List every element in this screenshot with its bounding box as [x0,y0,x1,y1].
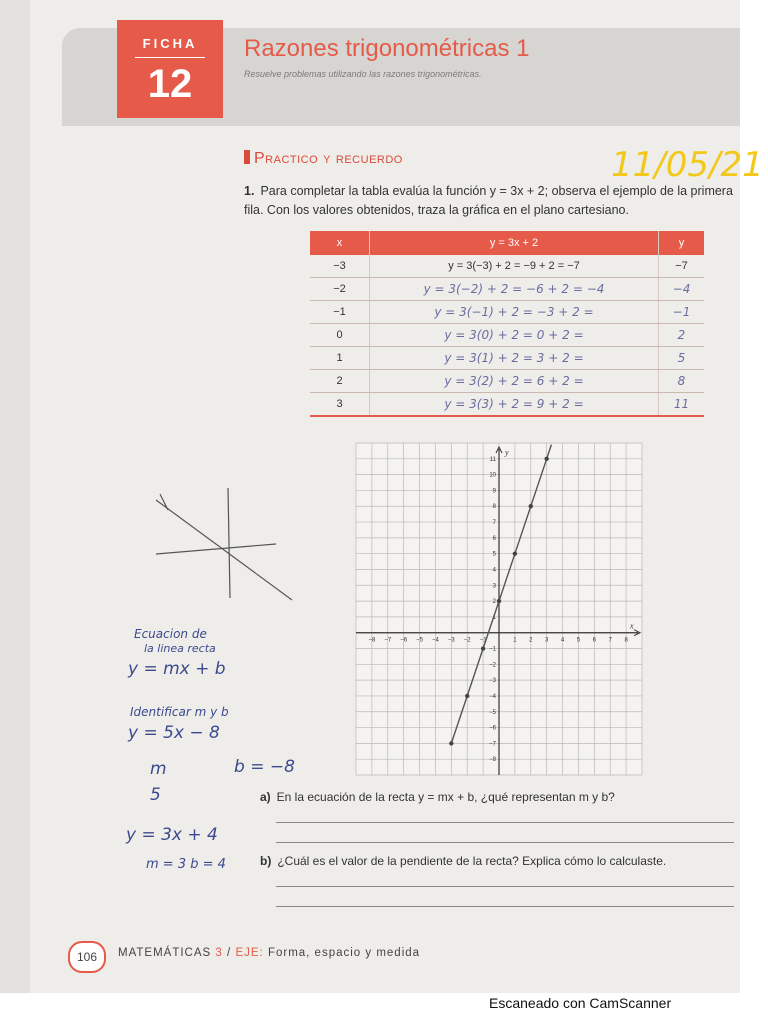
x-tick-label: −1 [479,637,487,644]
data-point [497,599,501,603]
page-subtitle: Resuelve problemas utilizando las razones trigonométricas. [244,69,482,79]
x-tick-label: −7 [384,637,392,644]
footer-subject: MATEMÁTICAS [118,947,212,959]
handwritten-sketch [120,482,300,822]
ficha-divider [135,57,205,58]
cell-y[interactable]: 8 [659,370,705,393]
cell-y[interactable]: 11 [659,393,705,417]
section-heading [244,150,403,168]
data-point [513,551,517,555]
question-b-text: ¿Cuál es el valor de la pendiente de la recta? Explica cómo lo calculaste. [277,854,667,868]
answer-line-a1[interactable] [276,822,734,823]
data-point [465,694,469,698]
cell-y[interactable]: −1 [659,301,705,324]
x-tick-label: 5 [576,637,581,644]
cell-calc[interactable]: y = 3(0) + 2 = 0 + 2 = [370,324,659,347]
sketch-line [160,494,168,510]
y-tick-label: 8 [492,504,496,511]
note-line-3: y = mx + b [128,659,226,679]
cell-x: −2 [310,278,370,301]
question-text: Para completar la tabla evalúa la función y = 3x + 2; observa el ejemplo de la primera fila. Con los valores obtenidos, traza la gráfica en el plano cartesiano. [244,184,733,217]
answer-line-b2[interactable] [276,906,734,907]
cell-calc[interactable]: y = 3(−2) + 2 = −6 + 2 = −4 [370,278,659,301]
x-tick-label: −5 [416,637,423,644]
cartesian-plane[interactable] [356,443,642,775]
data-point [449,741,453,745]
x-tick-label: −3 [447,637,455,644]
y-tick-label: −2 [489,662,496,669]
y-tick-label: 4 [492,567,496,574]
y-tick-label: −6 [489,725,496,732]
y-tick-label: 2 [492,599,496,606]
cell-x: 1 [310,347,370,370]
cell-calc: y = 3(−3) + 2 = −9 + 2 = −7 [370,255,659,278]
handwritten-equation [122,816,262,880]
question-b [260,854,666,868]
section-marker-icon [244,150,250,164]
cell-x: 0 [310,324,370,347]
header-y: y [659,231,705,255]
cell-y[interactable]: −4 [659,278,705,301]
table-row [310,347,704,370]
y-tick-label: 6 [492,535,496,542]
sketch-axis-y [228,488,230,598]
sketch-line [156,500,292,600]
footer-grade: 3 [215,947,223,959]
x-axis-label: x [630,621,634,631]
note-line-6: m [150,759,167,779]
header-x: x [310,231,370,255]
question-a-label: a) [260,790,271,804]
y-tick-label: −8 [489,757,496,764]
x-tick-label: −4 [432,637,439,644]
y-tick-label: 7 [492,520,496,527]
page-title: Razones trigonométricas 1 [244,35,530,62]
note-line-7: 5 [150,785,161,805]
note-line-5: y = 5x − 8 [128,723,220,743]
margin-notes [120,482,300,827]
scanner-watermark: Escaneado con CamScanner [489,995,672,1011]
table-row [310,370,704,393]
y-tick-label: 10 [489,472,496,479]
ficha-badge [117,20,223,118]
y-tick-label: 3 [492,583,496,590]
ficha-label: FICHA [142,36,198,51]
table-row [310,393,704,417]
question-a-text: En la ecuación de la recta y = mx + b, ¿qué representan m y b? [276,790,615,804]
answer-line-a2[interactable] [276,842,734,843]
note-line-10: m = 3 b = 4 [146,857,226,872]
y-tick-label: −5 [489,709,496,716]
x-tick-label: 4 [560,637,565,644]
cell-calc[interactable]: y = 3(−1) + 2 = −3 + 2 = [370,301,659,324]
footer-eje: EJE: [235,947,264,959]
x-tick-label: 1 [513,637,517,644]
x-tick-label: 2 [529,637,533,644]
section-title: Practico y recuerdo [254,150,403,167]
cell-x: −1 [310,301,370,324]
table-row [310,278,704,301]
y-tick-label: 9 [492,488,496,495]
page-edge [0,0,30,993]
x-tick-label: −6 [400,637,408,644]
table-row [310,324,704,347]
cell-x: −3 [310,255,370,278]
table-header-row [310,231,704,255]
x-tick-label: 6 [592,637,597,644]
y-tick-label: −1 [489,646,496,653]
cell-x: 3 [310,393,370,417]
x-tick-label: 8 [624,637,628,644]
cell-y[interactable]: 5 [659,347,705,370]
page-number: 106 [76,950,98,964]
question-b-label: b) [260,854,272,868]
cell-x: 2 [310,370,370,393]
y-tick-label: −7 [489,741,496,748]
page-number-badge [68,941,106,973]
cell-calc[interactable]: y = 3(3) + 2 = 9 + 2 = [370,393,659,417]
data-point [481,646,485,650]
handwritten-date-stamp [607,138,764,194]
values-table [310,231,704,417]
y-axis-label: y [505,448,509,457]
footer-separator: / [227,947,232,959]
table-row [310,255,704,278]
footer-topic: Forma, espacio y medida [267,947,421,959]
x-tick-label: 3 [544,637,549,644]
answer-line-b1[interactable] [276,886,734,887]
question-number: 1. [244,184,255,198]
data-point [529,504,533,508]
page-footer [118,947,420,959]
data-point [544,457,548,461]
y-tick-label: 11 [489,456,496,463]
sketch-axis-x [156,544,276,554]
question-a [260,790,615,804]
cell-calc[interactable]: y = 3(2) + 2 = 6 + 2 = [370,370,659,393]
x-tick-label: 7 [608,637,612,644]
y-tick-label: −4 [489,693,496,700]
y-tick-label: 1 [492,614,496,621]
note-line-8: b = −8 [234,757,295,777]
note-line-4: Identificar m y b [130,705,229,719]
note-line-9: y = 3x + 4 [126,825,218,845]
ficha-number: 12 [147,62,193,106]
y-tick-label: −3 [489,678,496,685]
x-tick-label: −8 [368,637,376,644]
stamp-text: 11/05/21 [611,145,764,185]
cell-y: −7 [659,255,705,278]
table-row [310,301,704,324]
cell-y[interactable]: 2 [659,324,705,347]
note-line-2: la linea recta [144,642,216,655]
cell-calc[interactable]: y = 3(1) + 2 = 3 + 2 = [370,347,659,370]
y-tick-label: 5 [492,551,496,558]
x-tick-label: −2 [463,637,471,644]
note-line-1: Ecuacion de [134,627,207,641]
header-function: y = 3x + 2 [370,231,659,255]
